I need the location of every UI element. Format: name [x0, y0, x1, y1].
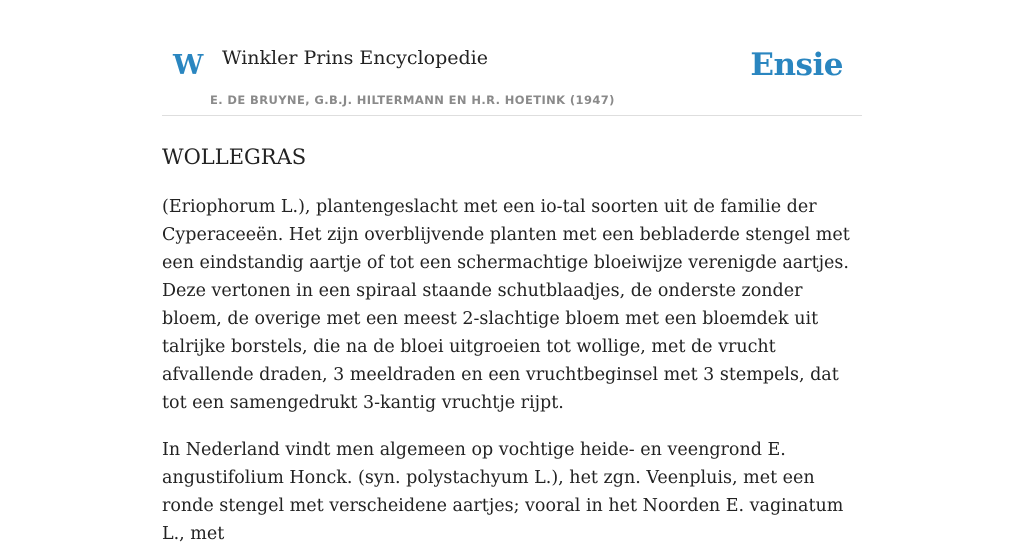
article-page [162, 0, 862, 544]
article-paragraph: In Nederland vindt men algemeen op vochtige heide- en veengrond E. angustifolium Honck. (syn. polystachyum L.), het zgn. Veenpluis, met een ronde stengel met verscheidene aartjes; vooral in het Noorden E. vaginatum L., met [162, 440, 844, 544]
source-header [162, 0, 862, 116]
source-authors: E. DE BRUYNE, G.B.J. HILTERMANN EN H.R. HOETINK (1947) [210, 93, 615, 107]
source-title-link[interactable]: Winkler Prins Encyclopedie [222, 47, 488, 69]
article-paragraph: (Eriophorum L.), plantengeslacht met een io-tal soorten uit de familie der Cyperaceeën. Het zijn overblijvende planten met een bebladerde stengel met een eindstandig aartje of tot een schermachtige bloeiwijze verenigde aartjes. Deze vertonen in een spiraal staande schutblaadjes, de onderste zonder bloem, de overige met een meest 2-slachtige bloem met een bloemdek uit talrijke borstels, die na de bloei uitgroeien tot wollige, met de vrucht afvallende draden, 3 meeldraden en een vruchtbeginsel met 3 stempels, dat tot een samengedrukt 3-kantig vruchtje rijpt. [162, 197, 850, 413]
article-title: WOLLEGRAS [162, 145, 307, 169]
winkler-prins-logo-icon[interactable]: W [173, 50, 204, 81]
ensie-logo-link[interactable]: Ensie [750, 47, 843, 83]
